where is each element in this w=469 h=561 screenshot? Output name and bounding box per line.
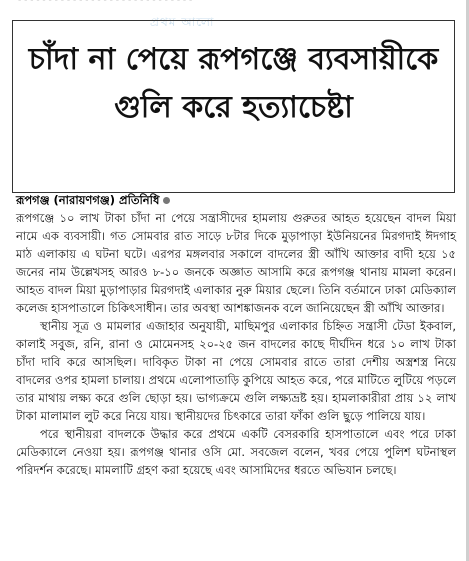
top-cropped-text-strip [0,0,469,9]
top-strip-text: - - - - - - - - - - - - - - - - - - - - - - - - - - - - - [18,0,193,5]
paragraph-2: স্থানীয় সূত্র ও মামলার এজাহার অনুযায়ী, মাছিমপুর এলাকার চিহ্নিত সন্ত্রাসী টেডা ইকবাল, কালাই সবুজ, রনি, রানা ও মোমেনসহ ২০-২৫ জন বাদলের কাছে দীর্ঘদিন ধরে ১০ লাখ টাকা চাঁদা দাবি করে আসছিল। দাবিকৃত টাকা না পেয়ে সোমবার রাতে তারা দেশীয় অস্ত্রশস্ত্র নিয়ে বাদলের ওপর হামলা চালায়। প্রথমে এলোপাতাড়ি কুপিয়ে আহত করে, পরে মাটিতে লুটিয়ে পড়লে তার মাথায় লক্ষ্য করে গুলি ছোড়া হয়। ভাগ্যক্রমে গুলি লক্ষ্যভ্রষ্ট হয়। হামলাকারীরা প্রায় ১২ লাখ টাকা মালামাল লুট করে নিয়ে যায়। স্থানীয়দের চিৎকারে তারা ফাঁকা গুলি ছুড়ে পালিয়ে যায়। [16,319,456,423]
byline-bullet-icon [163,197,170,204]
paragraph-3: পরে স্থানীয়রা বাদলকে উদ্ধার করে প্রথমে একটি বেসরকারি হাসপাতালে এবং পরে ঢাকা মেডিক্যালে নেওয়া হয়। রূপগঞ্জ থানার ওসি মো. সবজেল বলেন, খবর পেয়ে পুলিশ ঘটনাস্থল পরিদর্শন করেছে। মামলাটি গ্রহণ করা হয়েছে এবং আসামিদের ধরতে অভিযান চলছে। [16,427,456,477]
headline: চাঁদা না পেয়ে রূপগঞ্জে ব্যবসায়ীকে গুলি করে হত্যাচেষ্টা [28,42,439,125]
paragraph-1: রূপগঞ্জে ১০ লাখ টাকা চাঁদা না পেয়ে সন্ত্রাসীদের হামলায় গুরুতর আহত হয়েছেন বাদল মিয়া নামে এক ব্যবসায়ী। গত সোমবার রাত সাড়ে ৮টার দিকে মুড়াপাড়া ইউনিয়নের মিরগদাই ঈদগাহ মাঠ এলাকায় এ ঘটনা ঘটে। এরপর মঙ্গলবার সকালে বাদলের স্ত্রী আঁখি আক্তার বাদী হয়ে ১৫ জনের নাম উল্লেখসহ আরও ৮-১০ জনকে অজ্ঞাত আসামি করে রূপগঞ্জ থানায় মামলা করেন। আহত বাদল মিয়া মুড়াপাড়ার মিরগদাই এলাকার নুরু মিয়ার ছেলে। তিনি বর্তমানে ঢাকা মেডিক্যাল কলেজ হাসপাতালে চিকিৎসাধীন। তার অবস্থা আশঙ্কাজনক বলে জানিয়েছেন স্ত্রী আঁখি আক্তার। [16,211,456,315]
byline [16,192,456,208]
watermark: প্রথম আলো [150,15,215,29]
article-body [16,209,456,479]
byline-text: রূপগঞ্জ (নারায়ণগঞ্জ) প্রতিনিধি [16,193,160,207]
